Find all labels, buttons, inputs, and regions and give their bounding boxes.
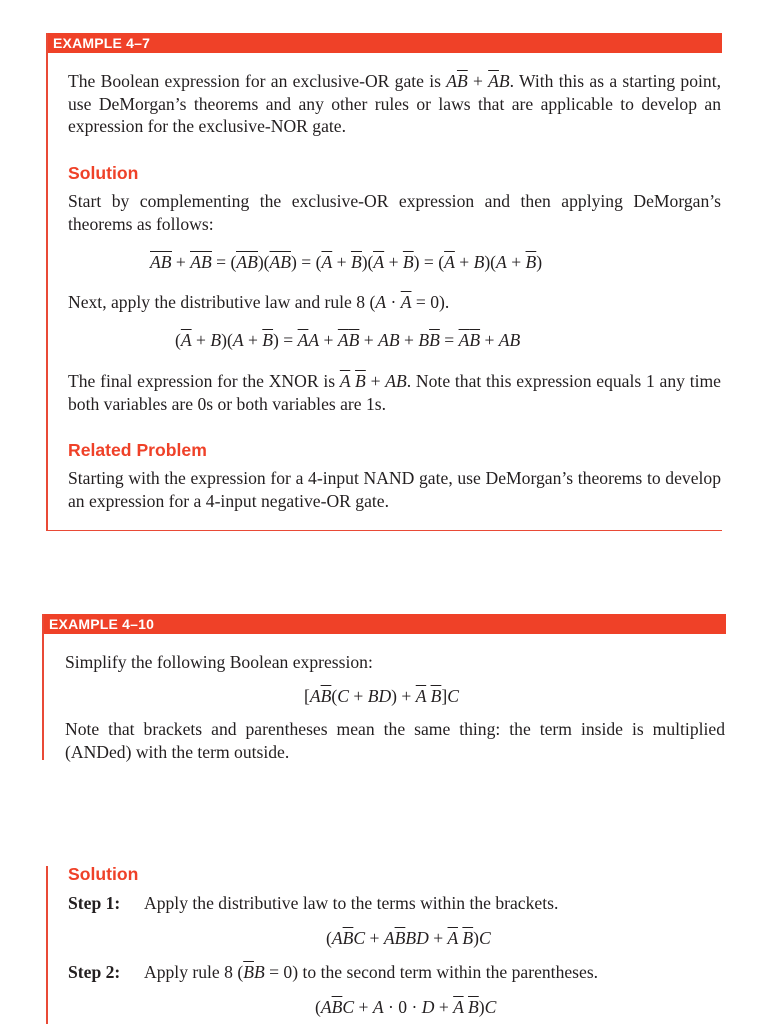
solution-heading-2: Solution (68, 864, 139, 884)
step-2-equation: ($A\overline{B}C + A \cdot 0 \cdot D + \overline{A}$ $\overline{B})C$ (315, 997, 497, 1017)
example-4-7-intro: The Boolean expression for an exclusive-OR gate is $A\overline{B} + \overline{A}B$. With this as a starting point, use DeMorgan’s theorems and any other rules or laws that are applicable to develop an expression for the exclusive-NOR gate. (68, 71, 721, 136)
solution-text-1: Start by complementing the exclusive-OR expression and then applying DeMorgan’s theorems as follows: (68, 191, 721, 234)
example-4-10-header: EXAMPLE 4–10 (44, 614, 726, 634)
related-problem-text: Starting with the expression for a 4-input NAND gate, use DeMorgan’s theorems to develop an expression for a 4-input negative-OR gate. (68, 468, 721, 511)
solution-heading-1: Solution (68, 163, 139, 183)
brackets-note: Note that brackets and parentheses mean the same thing: the term inside is multiplied (ANDed) with the term outside. (65, 719, 725, 762)
example-4-10-intro: Simplify the following Boolean expression: (65, 652, 373, 672)
step-1-label: Step 1: (68, 893, 121, 913)
bracket-expression: [$A\overline{B}(C + BD) + \overline{A}$ $\overline{B}]C$ (304, 686, 459, 706)
step-2-label: Step 2: (68, 962, 121, 982)
demorgan-equation: $A\overline{B} + \overline{A}B = (A\overline{B})(\overline{A}B) = (\overline{A} + \overline{B})(\overline{A} + \overline{B}) = (\overline{A} + B)(A + \overline{B})$ (150, 252, 543, 272)
step-1-equation: ($A\overline{B}C + A\overline{B}BD + \overline{A}$ $\overline{B})C$ (326, 928, 491, 948)
final-expression-text: The final expression for the XNOR is $\overline{A}$ $\overline{B}$ + AB. Note that this expression equals 1 any time both variables are 0s or both variables are 1s. (68, 371, 721, 414)
example-4-10-solution-box (46, 866, 48, 1024)
example-4-7-header: EXAMPLE 4–7 (48, 33, 722, 53)
step-1: Step 1: Apply the distributive law to the terms within the brackets. (68, 893, 559, 913)
related-problem-heading: Related Problem (68, 440, 207, 460)
step-2: Step 2: Apply rule 8 $(\overline{B}B = 0)$ to the second term within the parentheses. (68, 962, 599, 982)
next-step-text: Next, apply the distributive law and rule 8 $(A \cdot \overline{A} = 0)$. (68, 292, 450, 312)
distributive-equation: $(\overline{A} + B)(A + \overline{B}) = \overline{A}A + \overline{A}\overline{B}$ + AB + $B\overline{B} = \overline{A}\overline{B}$ + AB (175, 330, 521, 350)
